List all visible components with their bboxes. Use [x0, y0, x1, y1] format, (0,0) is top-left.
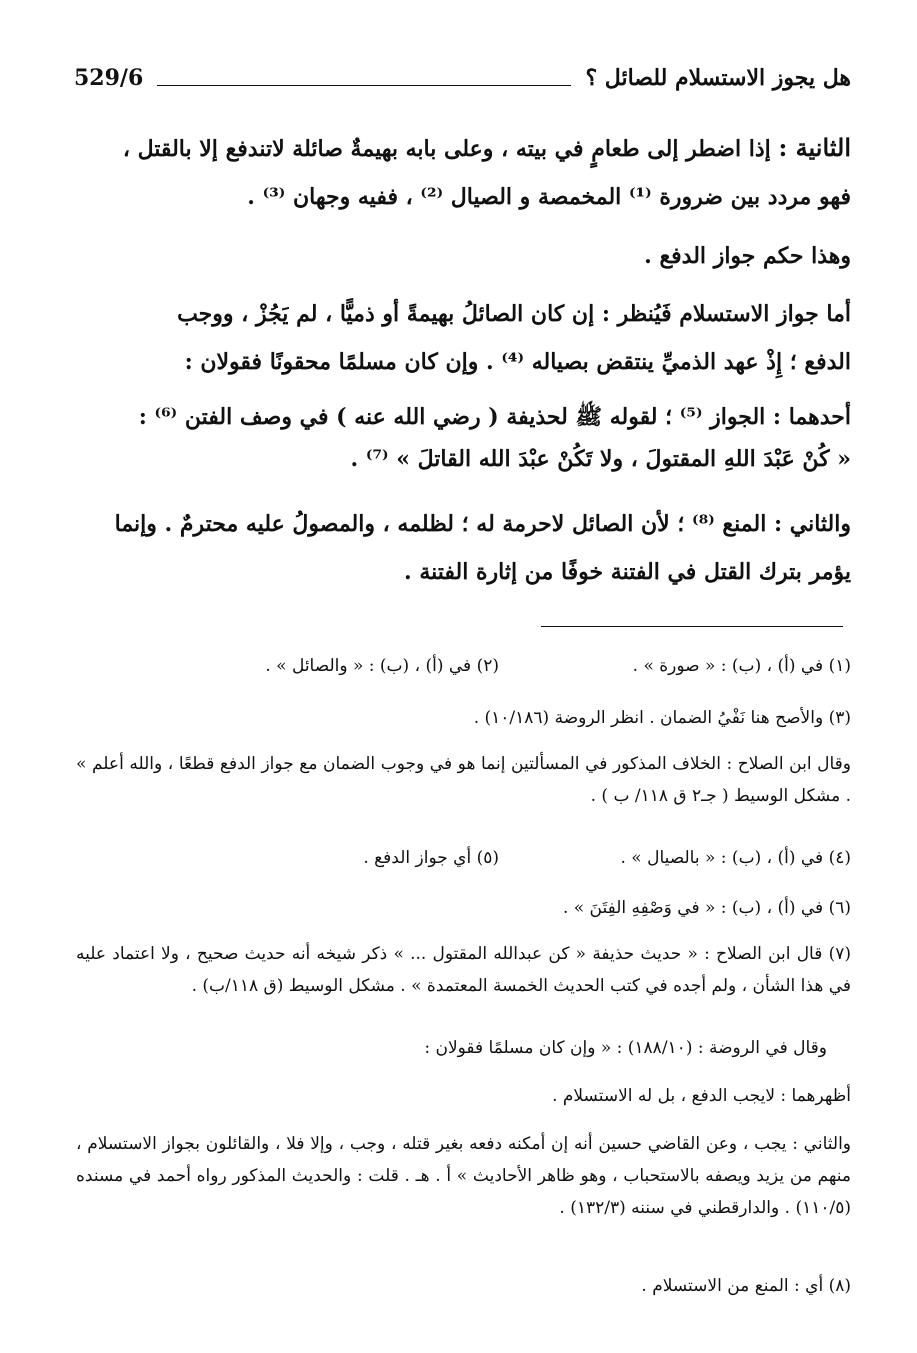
- paragraph-text: فهو مردد بين ضرورة ⁽¹⁾ المخمصة و الصيال ⁽²⁾ ، ففيه وجهان ⁽³⁾ .: [247, 184, 851, 210]
- footnote-4: (٤) في (أ) ، (ب) : « بالصيال » .: [620, 848, 851, 868]
- paragraph-first-opinion: [76, 396, 851, 480]
- footnote-6: (٦) في (أ) ، (ب) : « في وَصْفِهِ الفِتَنَ » .: [562, 898, 851, 918]
- paragraph-text: يؤمر بترك القتل في الفتنة خوفًا من إثارة الفتنة .: [404, 559, 851, 585]
- footnote-3: (٣) والأصح هنا نَفْيُ الضمان . انظر الروضة (١٠/١٨٦) .: [473, 708, 851, 728]
- footnote-row: [76, 650, 851, 682]
- header-rule: [157, 71, 571, 86]
- paragraph-text: الدفع ؛ إِذْ عهد الذميِّ ينتقض بصياله ⁽⁴⁾ . وإن كان مسلمًا محقونًا فقولان :: [184, 349, 851, 375]
- footnote-7-second: والثاني : يجب ، وعن القاضي حسين أنه إن أمكنه دفعه بغير قتله ، وجب ، وإلا فلا ، والقائلون بجواز الاستسلام ، منهم من يزيد ويصفه بالاستحباب ، وهو ظاهر الأحاديث » أ . هـ . قلت : والحديث المذكور رواه أحمد في مسنده (١١٠/٥) . والدارقطني في سننه (١٣٢/٣) .: [76, 1134, 851, 1218]
- running-header: [74, 58, 851, 98]
- paragraph-defense-ruling: [76, 232, 851, 280]
- footnote-7-rawda: وقال في الروضة : (١٨٨/١٠) : « وإن كان مسلمًا فقولان :: [424, 1038, 827, 1058]
- paragraph-lead: الثانية :: [778, 133, 851, 162]
- paragraph-text: أما جواز الاستسلام فَيُنظر : إن كان الصائلُ بهيمةً أو ذميًّا ، لم يَجُزْ ، ووجب: [177, 301, 851, 327]
- paragraph-text: أحدهما : الجواز ⁽⁵⁾ ؛ لقوله ﷺ لحذيفة ( رضي الله عنه ) في وصف الفتن ⁽⁶⁾ :: [138, 404, 851, 430]
- footnote-7: (٧) قال ابن الصلاح : « حديث حذيفة « كن عبدالله المقتول ... » ذكر شيخه أنه حديث صحيح ، ولا اعتماد عليه في هذا الشأن ، ولم أجده في كتب الحديث الخمسة المعتمدة » . مشكل الوسيط (ق ١١٨/ب) .: [76, 944, 851, 996]
- paragraph-second-case: [76, 124, 851, 221]
- paragraph-text: إذا اضطر إلى طعامٍ في بيته ، وعلى بابه بهيمةٌ صائلة لاتندفع إلا بالقتل ،: [122, 136, 771, 162]
- footnote-7-first: أظهرهما : لايجب الدفع ، بل له الاستسلام .: [552, 1086, 851, 1106]
- paragraph-text: والثاني : المنع ⁽⁸⁾ ؛ لأن الصائل لاحرمة له ؛ لظلمه ، والمصولُ عليه محترمٌ . وإنما: [114, 511, 851, 537]
- footnote-3-continuation: وقال ابن الصلاح : الخلاف المذكور في المسألتين إنما هو في وجوب الضمان مع جواز الدفع قطعًا ، والله أعلم » . مشكل الوسيط ( جـ٢ ق ١١٨/ ب ) .: [76, 754, 851, 806]
- footnote-8: (٨) أي : المنع من الاستسلام .: [641, 1276, 851, 1296]
- paragraph-second-opinion: [76, 500, 851, 596]
- footnote-row: [76, 842, 851, 874]
- footnote-separator: [541, 626, 843, 627]
- page-number: 529/6: [74, 65, 144, 91]
- footnote-1: (١) في (أ) ، (ب) : « صورة » .: [632, 656, 851, 676]
- header-title: هل يجوز الاستسلام للصائل ؟: [585, 65, 851, 91]
- hadith-quote: « كُنْ عَبْدَ اللهِ المقتولَ ، ولا تَكُنْ عبْدَ الله القاتلَ » ⁽⁷⁾ .: [350, 446, 851, 472]
- paragraph-surrender: [76, 290, 851, 386]
- footnote-5: (٥) أي جواز الدفع .: [363, 848, 499, 868]
- footnote-2: (٢) في (أ) ، (ب) : « والصائل » .: [265, 656, 499, 676]
- paragraph-text: وهذا حكم جواز الدفع .: [644, 243, 851, 269]
